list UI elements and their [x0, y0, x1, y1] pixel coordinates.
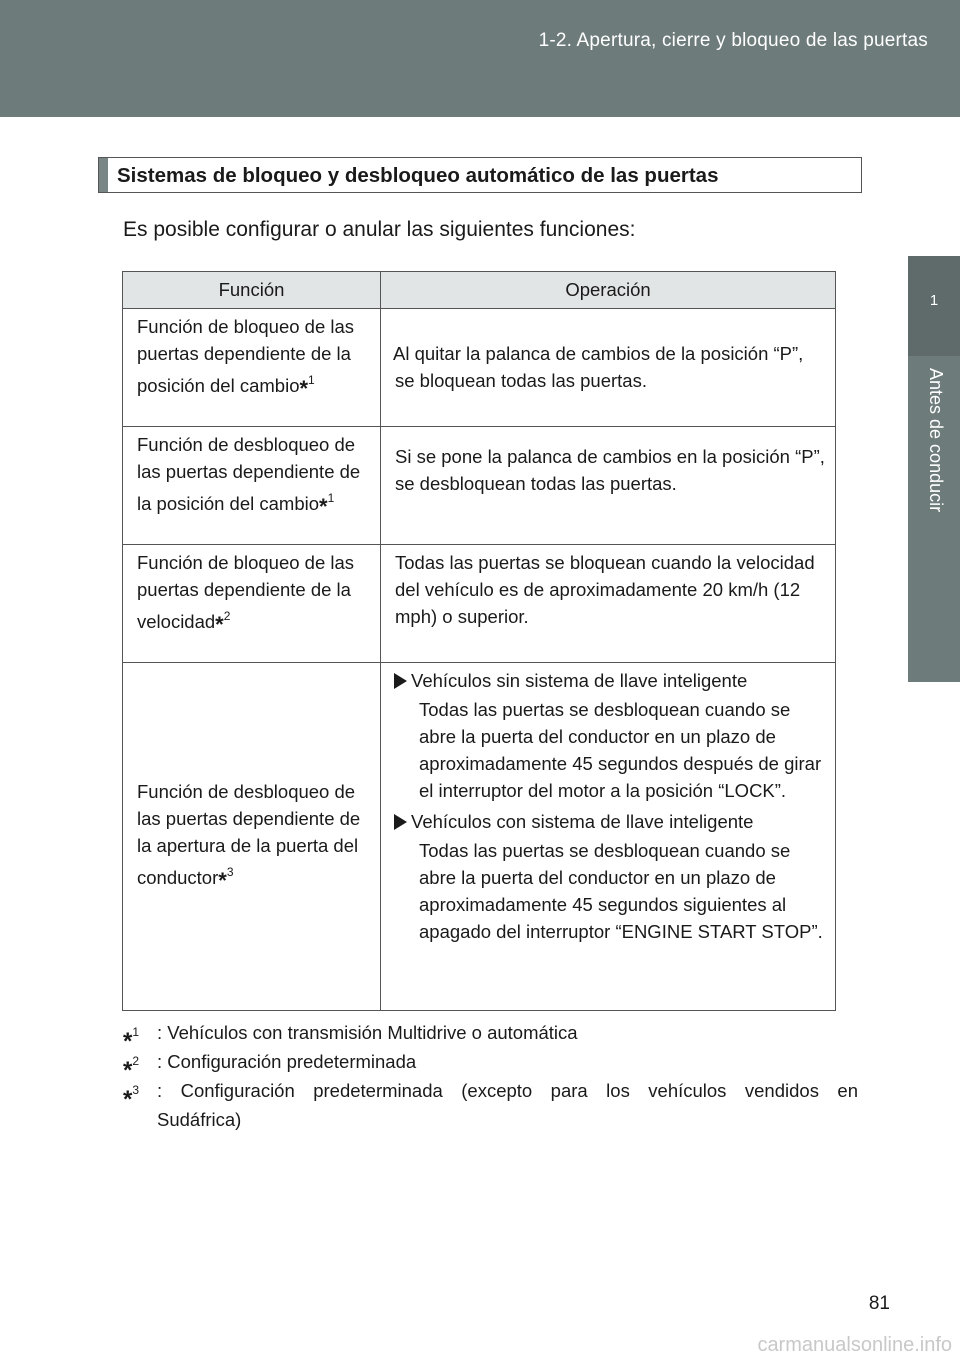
side-tab-number: 1	[929, 292, 939, 309]
operation-item	[394, 667, 825, 694]
asterisk-icon: *	[218, 867, 227, 893]
note-ref: 3	[226, 864, 234, 879]
function-text: Función de bloqueo de las puertas dependiente de la velocidad	[137, 552, 355, 632]
triangle-arrow-icon	[394, 814, 407, 830]
chapter-header-title: 1-2. Apertura, cierre y bloqueo de las puertas	[538, 30, 928, 51]
table-row	[123, 309, 836, 427]
table-row	[123, 663, 836, 1011]
footnote-number: 2	[132, 1054, 140, 1068]
footnote	[123, 1047, 858, 1084]
footnote-text-continued: Sudáfrica)	[157, 1109, 242, 1130]
side-tab-label: Antes de conducir	[926, 368, 946, 513]
page-number: 81	[868, 1293, 890, 1314]
watermark: carmanualsonline.info	[757, 1334, 952, 1356]
section-header-bar	[99, 158, 108, 192]
function-cell	[123, 427, 381, 545]
table-row	[123, 545, 836, 663]
operation-item-text: Todas las puertas se desbloquean cuando se abre la puerta del conductor en un plazo de aproximadamente 45 segundos siguientes al apagado del interruptor “ENGINE START STOP”.	[419, 840, 823, 942]
asterisk-icon: *	[123, 1057, 133, 1084]
table-row	[123, 427, 836, 545]
footnote	[123, 1076, 858, 1134]
operation-cell	[381, 663, 836, 1011]
footnote-text: : Vehículos con transmisión Multidrive o automática	[157, 1022, 578, 1043]
function-text: Función de bloqueo de las puertas dependiente de la posición del cambio	[137, 316, 355, 396]
note-ref: 1	[308, 373, 315, 387]
function-text: Función de desbloqueo de las puertas dependiente de la apertura de la puerta del conductor	[137, 780, 361, 888]
operation-item	[394, 808, 825, 835]
header-operation: Operación	[381, 272, 836, 309]
asterisk-icon: *	[123, 1028, 133, 1055]
section-header	[98, 157, 862, 193]
function-cell	[123, 545, 381, 663]
footnotes	[123, 1018, 858, 1134]
footnote-number: 1	[132, 1025, 140, 1039]
header-band	[0, 0, 960, 117]
footnote	[123, 1018, 858, 1055]
asterisk-icon: *	[215, 612, 224, 637]
intro-text: Es posible configurar o anular las siguientes funciones:	[123, 218, 636, 241]
footnote-number: 3	[132, 1083, 140, 1097]
operation-item-heading: Vehículos con sistema de llave inteligente	[411, 811, 754, 832]
function-cell	[123, 663, 381, 1011]
function-cell	[123, 309, 381, 427]
footnote-mark	[123, 1076, 139, 1114]
asterisk-icon: *	[123, 1086, 133, 1113]
operation-text: Todas las puertas se bloquean cuando la velocidad del vehículo es de aproximadamente 20 km/h (12 mph) o superior.	[395, 552, 815, 627]
operation-item-text: Todas las puertas se desbloquean cuando se abre la puerta del conductor en un plazo de aproximadamente 45 segundos después de girar el interruptor del motor a la posición “LOCK”.	[419, 699, 822, 801]
note-ref: 1	[327, 491, 335, 505]
operation-cell	[381, 545, 836, 663]
header-function: Función	[123, 272, 381, 309]
asterisk-icon: *	[299, 376, 309, 401]
operation-text: Si se pone la palanca de cambios en la posición “P”, se desbloquean todas las puertas.	[395, 446, 825, 494]
function-text: Función de desbloqueo de las puertas dependiente de la posición del cambio	[137, 434, 361, 514]
footnote-text: : Configuración predeterminada (excepto para los vehículos vendidos en	[157, 1080, 858, 1101]
operation-cell	[381, 309, 836, 427]
asterisk-icon: *	[319, 494, 328, 519]
operation-cell	[381, 427, 836, 545]
note-ref: 2	[223, 609, 231, 623]
section-title: Sistemas de bloqueo y desbloqueo automático de las puertas	[117, 164, 719, 187]
functions-table	[122, 271, 836, 1011]
triangle-arrow-icon	[394, 673, 407, 689]
footnote-text: : Configuración predeterminada	[157, 1051, 417, 1072]
operation-text: Al quitar la palanca de cambios de la posición “P”, se bloquean todas las puertas.	[393, 342, 804, 391]
operation-item-heading: Vehículos sin sistema de llave inteligente	[411, 670, 748, 691]
table-header-row	[123, 272, 836, 309]
